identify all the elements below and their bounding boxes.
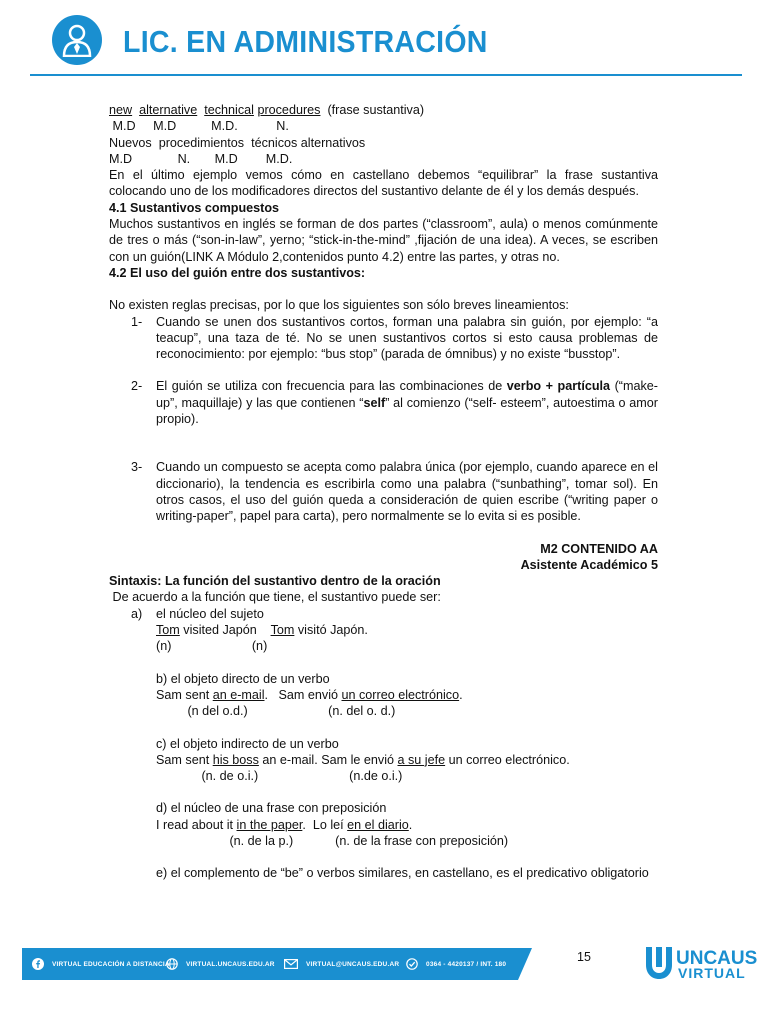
list-item (109, 606, 658, 622)
section-heading-4-2: 4.2 El uso del guión entre dos sustantivos: (109, 265, 366, 280)
underlined-noun: his boss (212, 752, 259, 767)
example-tags-spanish: M.D N. M.D M.D. (109, 151, 293, 166)
footer-item-facebook[interactable] (32, 948, 170, 980)
word-technical: technical (204, 103, 254, 117)
content-tag: M2 CONTENIDO AA (540, 541, 658, 556)
section-heading-4-1: 4.1 Sustantivos compuestos (109, 200, 280, 215)
footer-label: 0364 - 4420137 / INT. 180 (426, 960, 507, 968)
example-c-tags: (n. de o.i.) (n.de o.i.) (156, 769, 403, 784)
example-phrase-english (109, 102, 658, 118)
function-b: b) el objeto directo de un verbo (156, 671, 330, 686)
footer-label: VIRTUAL.UNCAUS.EDU.AR (186, 960, 275, 968)
example-text: un correo electrónico. (445, 752, 570, 767)
list-number: 2- (131, 379, 143, 394)
header-title: LIC. EN ADMINISTRACIÓN (123, 24, 488, 59)
list-item (109, 459, 658, 524)
explanation-paragraph: En el último ejemplo vemos cómo en castellano debemos “equilibrar” la frase sustantiva colocando uno de los modificadores directos del sustantivo delante de él y los demás después. (109, 168, 658, 199)
list-text: (“make-up”, maquillaje) y las que contienen “ (156, 379, 658, 410)
example-b (109, 687, 658, 703)
underlined-noun: en el diario (347, 817, 409, 832)
function-d: d) el núcleo de una frase con preposición (156, 801, 387, 816)
uncaus-logo-icon (644, 945, 674, 981)
example-text: . Sam envió (264, 687, 342, 702)
page-number: 15 (577, 950, 591, 964)
list-text: el núcleo del sujeto (156, 606, 264, 621)
list-text: El guión se utiliza con frecuencia para las combinaciones de (156, 379, 507, 394)
example-text: visited Japón (179, 623, 271, 638)
example-tags-english: M.D M.D M.D. N. (109, 119, 289, 134)
function-c: c) el objeto indirecto de un verbo (156, 736, 339, 751)
document-body (109, 102, 658, 882)
assistant-tag: Asistente Académico 5 (520, 557, 658, 572)
example-text: . Lo leí (302, 817, 348, 832)
underlined-noun: a su jefe (397, 752, 446, 767)
list-number: 1- (131, 314, 143, 329)
compound-nouns-paragraph: Muchos sustantivos en inglés se forman de dos partes (“classroom”, aula) o menos comúnmente de tres o más (“son-in-law”, yerno; “stick-in-the-mind” ,fijación de una idea). A veces, se escriben con un guión(LINK A Módulo 2,contenidos punto 4.2) entre las partes, y otras no. (109, 217, 658, 264)
underlined-noun: an e-mail (212, 687, 265, 702)
example-b-tags: (n del o.d.) (n. del o. d.) (156, 704, 396, 719)
word-alternative: alternative (139, 103, 198, 117)
list-text: Cuando un compuesto se acepta como palabra única (por ejemplo, cuando aparece en el diccionario), la tendencia es escribirla como una palabra (“sunbathing”, tomar sol). En otros casos, el uso del guión queda a consideración de quien escribe (“writing paper o writing-paper”, papel para carta), pero normalmente se lo evita si es posible. (156, 460, 658, 524)
syntax-heading: Sintaxis: La función del sustantivo dentro de la oración (109, 574, 441, 589)
brand-subname: VIRTUAL (678, 965, 746, 981)
example-text: an e-mail. Sam le envió (258, 752, 398, 767)
brand-name: UNCAUS (676, 948, 758, 969)
footer-item-phone[interactable] (406, 948, 506, 980)
word-new: new (109, 103, 133, 117)
footer-contact-bar (22, 948, 518, 980)
syntax-intro: De acuerdo a la función que tiene, el sustantivo puede ser: (109, 590, 441, 605)
facebook-icon (32, 958, 44, 970)
example-d-tags: (n. de la p.) (n. de la frase con preposición) (156, 833, 509, 848)
list-text: ” al comienzo (“self- esteem”, autoestima o amor propio). (156, 395, 658, 427)
user-tie-icon (52, 15, 102, 65)
word-procedures: procedures (257, 103, 321, 117)
bold-term: self (363, 395, 386, 410)
underlined-noun: un correo electrónico (341, 687, 460, 702)
example-a (109, 622, 658, 638)
list-number: a) (131, 606, 143, 621)
hyphen-intro: No existen reglas precisas, por lo que los siguientes son sólo breves lineamientos: (109, 298, 569, 313)
example-phrase-spanish: Nuevos procedimientos técnicos alternativos (109, 135, 366, 150)
example-text: I read about it (156, 817, 237, 832)
footer-label: VIRTUAL@UNCAUS.EDU.AR (306, 960, 400, 968)
underlined-noun: Tom (270, 623, 295, 638)
footer-label: VIRTUAL EDUCACIÓN A DISTANCIA (52, 960, 170, 968)
list-item (109, 314, 658, 363)
phone-icon (406, 958, 418, 970)
example-text: . (408, 817, 413, 832)
example-text: Sam sent (156, 752, 213, 767)
underlined-noun: Tom (156, 623, 180, 638)
globe-icon (166, 958, 178, 970)
header-divider (30, 74, 742, 76)
list-text: Cuando se unen dos sustantivos cortos, forman una palabra sin guión, por ejemplo: “a teacup”, una taza de té. No se unen sustantivos cortos si esto causa problemas de reconocimiento: por ejemplo: “bus stop” (parada de ómnibus) y no existe “busstop”. (156, 314, 658, 362)
example-text: . (459, 687, 463, 702)
underlined-noun: in the paper (236, 817, 303, 832)
example-a-tags: (n) (n) (156, 639, 268, 654)
example-c (109, 752, 658, 768)
example-d (109, 817, 658, 833)
function-e: e) el complemento de “be” o verbos similares, en castellano, es el predicativo obligatorio (156, 866, 649, 881)
envelope-icon (284, 958, 298, 970)
example-text: Sam sent (156, 687, 213, 702)
page-header (0, 0, 768, 80)
list-number: 3- (131, 460, 143, 475)
footer-item-web[interactable] (166, 948, 275, 980)
phrase-type-note: (frase sustantiva) (327, 103, 425, 117)
footer-item-email[interactable] (284, 948, 399, 980)
list-item (109, 378, 658, 427)
example-text: visitó Japón. (294, 623, 368, 638)
bold-term: verbo + partícula (506, 379, 611, 394)
